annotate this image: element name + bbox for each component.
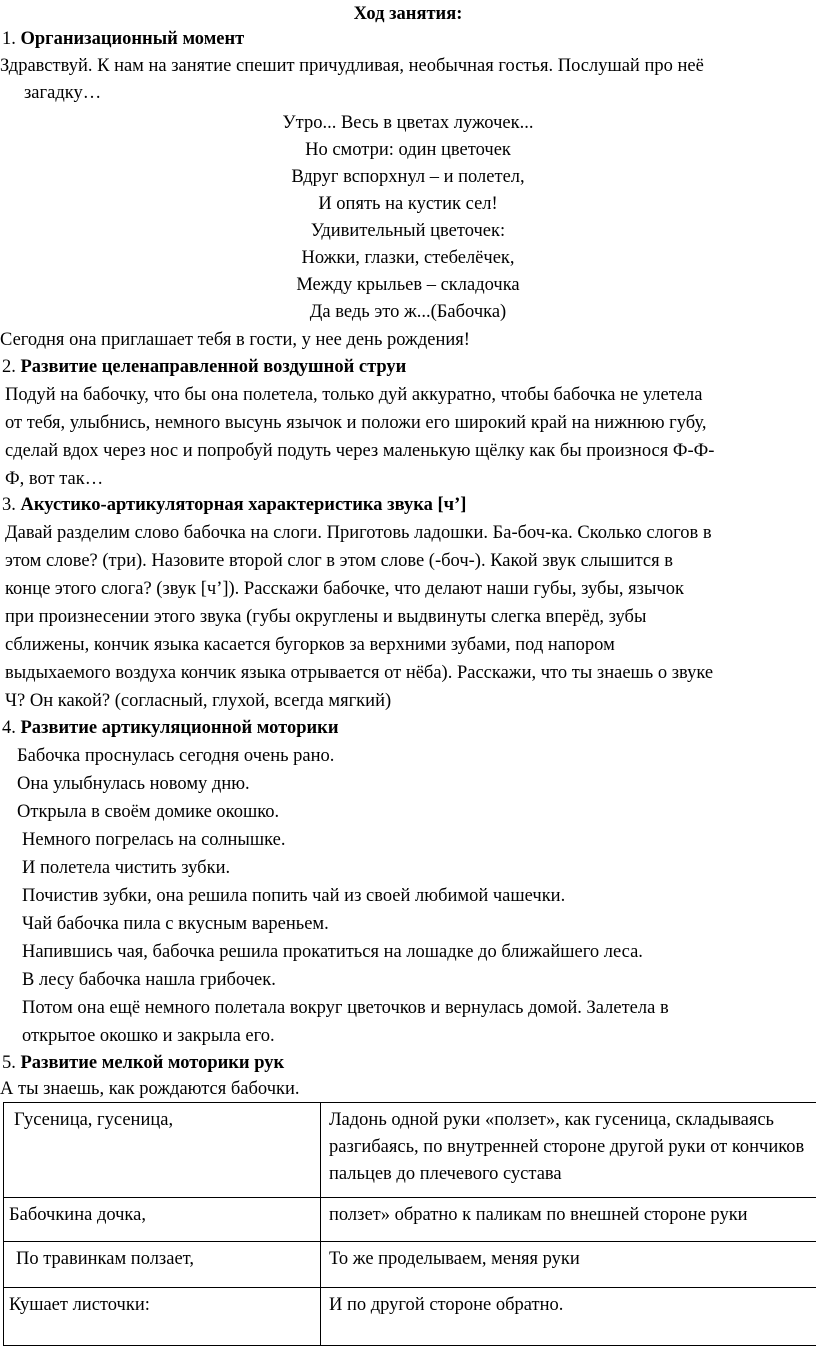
document-title: Ход занятия: [353, 4, 463, 24]
section-4-line: Чай бабочка пила с вкусным вареньем. [22, 914, 329, 934]
table-row [4, 1242, 816, 1288]
section-3-text-line: Ч? Он какой? (согласный, глухой, всегда мягкий) [5, 691, 392, 711]
section-3-text-line: выдыхаемого воздуха кончик языка отрывается от нёба). Расскажи, что ты знаешь о звуке [5, 663, 714, 683]
table-cell-action [321, 1242, 816, 1288]
section-4-heading: 4. Развитие артикуляционной моторики [2, 718, 339, 738]
section-3-text-line: этом слове? (три). Назовите второй слог в этом слове (-боч-). Какой звук слышится в [5, 551, 674, 571]
section-4-line: Напившись чая, бабочка решила прокатиться на лошадке до ближайшего леса. [22, 942, 643, 962]
section-4-line: Бабочка проснулась сегодня очень рано. [17, 746, 335, 766]
finger-play-table [3, 1102, 816, 1346]
table-cell-text [4, 1242, 321, 1288]
section-1-heading: 1. Организационный момент [2, 29, 245, 49]
table-cell-line: разгибаясь, по внутренней стороне другой руки от кончиков [329, 1137, 805, 1157]
table-cell-text [4, 1103, 321, 1198]
section-2-heading: 2. Развитие целенаправленной воздушной струи [2, 357, 407, 377]
section-4-line: Она улыбнулась новому дню. [17, 774, 250, 794]
section-4-line: В лесу бабочка нашла грибочек. [22, 970, 276, 990]
table-cell-text [4, 1288, 321, 1346]
section-3-text-line: сближены, кончик языка касается бугорков за верхними зубами, под напором [5, 635, 615, 655]
birthday-sentence: Сегодня она приглашает тебя в гости, у нее день рождения! [0, 330, 470, 350]
section-4-line: Открыла в своём домике окошко. [17, 802, 280, 822]
riddle-line: Ножки, глазки, стебелёчек, [301, 248, 515, 268]
table-cell-line: Ладонь одной руки «ползет», как гусеница, складываясь [329, 1110, 774, 1130]
section-2-text-line: сделай вдох через нос и попробуй подуть через маленькую щёлку как бы произнося Ф-Ф- [5, 441, 715, 461]
table-cell-line: ползет» обратно к паликам по внешней стороне руки [329, 1205, 748, 1225]
table-cell-line: По травинкам ползает, [16, 1249, 194, 1269]
section-1-text-line: Здравствуй. К нам на занятие спешит причудливая, необычная гостья. Послушай про неё [0, 56, 704, 76]
section-3-text-line: Давай разделим слово бабочка на слоги. Приготовь ладошки. Ба-боч-ка. Сколько слогов в [5, 523, 712, 543]
table-cell-action [321, 1198, 816, 1242]
section-3-heading: 3. Акустико-артикуляторная характеристика звука [ч’] [2, 495, 467, 515]
section-3-text-line: конце этого слога? (звук [ч’]). Расскажи бабочке, что делают наши губы, зубы, язычок [5, 579, 684, 599]
riddle-line: Но смотри: один цветочек [305, 140, 511, 160]
table-cell-action [321, 1288, 816, 1346]
section-2-text-line: Ф, вот так… [5, 469, 104, 489]
section-4-line: Немного погрелась на солнышке. [22, 830, 286, 850]
table-row [4, 1288, 816, 1346]
section-4-line: Почистив зубки, она решила попить чай из своей любимой чашечки. [22, 886, 566, 906]
section-5-heading: 5. Развитие мелкой моторики рук [2, 1053, 285, 1073]
riddle-line: И опять на кустик сел! [318, 194, 498, 214]
table-cell-line: Гусеница, гусеница, [14, 1110, 174, 1130]
table-cell-line: И по другой стороне обратно. [329, 1295, 564, 1315]
table-row [4, 1103, 816, 1198]
table-cell-line: пальцев до плечевого сустава [329, 1164, 562, 1184]
section-2-text-line: от тебя, улыбнись, немного высунь язычок и положи его широкий край на нижнюю губу, [5, 413, 707, 433]
table-cell-lines [321, 1103, 816, 1188]
section-4-line: открытое окошко и закрыла его. [22, 1026, 275, 1046]
section-4-line: И полетела чистить зубки. [22, 858, 231, 878]
section-2-text-line: Подуй на бабочку, что бы она полетела, только дуй аккуратно, чтобы бабочка не улетела [5, 385, 703, 405]
table-row [4, 1198, 816, 1242]
section-3-text-line: при произнесении этого звука (губы округлены и выдвинуты слегка вперёд, зубы [5, 607, 647, 627]
table-cell-action [321, 1103, 816, 1198]
riddle-line: Между крыльев – складочка [296, 275, 520, 295]
table-cell-text [4, 1198, 321, 1242]
section-1-text-line: загадку… [24, 83, 102, 103]
riddle-line: Утро... Весь в цветах лужочек... [282, 113, 534, 133]
riddle-line: Удивительный цветочек: [310, 221, 506, 241]
section-5-intro: А ты знаешь, как рождаются бабочки. [0, 1079, 300, 1099]
table-cell-line: То же проделываем, меняя руки [329, 1249, 580, 1269]
table-cell-line: Кушает листочки: [9, 1295, 150, 1315]
table-cell-line: Бабочкина дочка, [9, 1205, 146, 1225]
riddle-line: Вдруг вспорхнул – и полетел, [291, 167, 525, 187]
riddle-line: Да ведь это ж...(Бабочка) [309, 302, 507, 322]
section-4-line: Потом она ещё немного полетала вокруг цветочков и вернулась домой. Залетела в [22, 998, 669, 1018]
